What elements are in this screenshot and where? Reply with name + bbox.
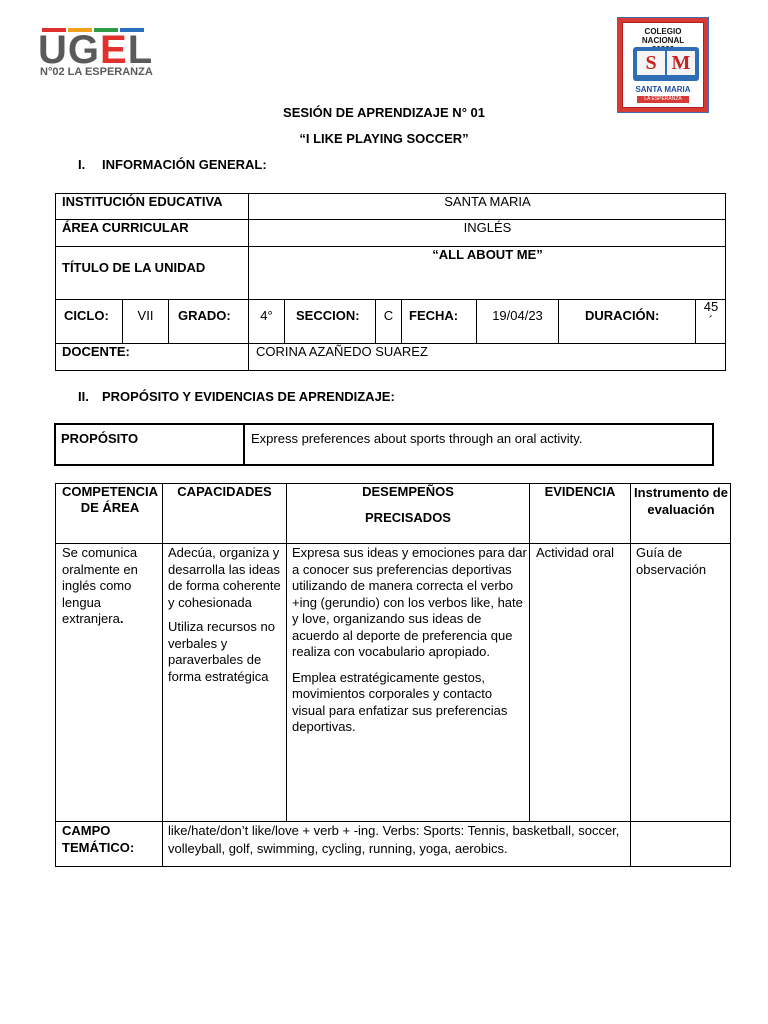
capacidades-value [168, 545, 286, 685]
school-seal [617, 17, 709, 113]
seccion-value: C [383, 308, 394, 323]
docente-value: CORINA AZAÑEDO SUAREZ [256, 344, 428, 359]
campo-tematico-value: like/hate/don’t like/love + verb + -ing. Verbs: Sports: Tennis, basketball, soccer, volleyball, golf, swimming, cycling, running, yoga, aerobics. [168, 823, 620, 856]
ugel-logo [32, 28, 157, 90]
proposito-label: PROPÓSITO [61, 431, 139, 446]
seal-initial-s: S [637, 51, 665, 75]
desempeno-1: Expresa sus ideas y emociones para dar a conocer sus preferencias deportivas utilizando de manera correcta el verbo +ing (gerundio) con los verbos like, hate y love, organizando sus ideas de acuerdo al deporte de preferencia que realiza con vocabulario apropiado. [292, 545, 527, 659]
duracion-value: 45 ´ [703, 300, 719, 328]
area-label: ÁREA CURRICULAR [62, 220, 189, 235]
grado-label: GRADO: [178, 308, 231, 323]
titulo-label: TÍTULO DE LA UNIDAD [62, 260, 206, 275]
section-2-heading [78, 389, 395, 404]
ciclo-label: CICLO: [64, 308, 109, 323]
ugel-logo-subtitle: N°02 LA ESPERANZA [40, 66, 153, 78]
section-1-number: I. [78, 157, 86, 172]
evidencia-value: Actividad oral [536, 545, 615, 560]
section-2-label: PROPÓSITO Y EVIDENCIAS DE APRENDIZAJE: [102, 389, 395, 404]
section-2-number: II. [78, 389, 89, 404]
competencia-value: Se comunica oralmente en inglés como lengua extranjera. [62, 545, 138, 626]
capacidad-2: Utiliza recursos no verbales y paraverbales de forma estratégica [168, 619, 275, 684]
fecha-label: FECHA: [409, 308, 459, 323]
titulo-value: “ALL ABOUT ME” [432, 247, 543, 262]
proposito-value: Express preferences about sports through an oral activity. [251, 431, 583, 446]
section-1-heading [78, 157, 267, 172]
capacidad-1: Adecúa, organiza y desarrolla las ideas de forma coherente y cohesionada [168, 545, 281, 610]
header-capacidades: CAPACIDADES [177, 484, 272, 499]
instrumento-value: Guía de observación [636, 545, 707, 577]
page-title: SESIÓN DE APRENDIZAJE N° 01 [283, 105, 485, 120]
page-subtitle: “I LIKE PLAYING SOCCER” [299, 131, 469, 146]
institucion-label: INSTITUCIÓN EDUCATIVA [62, 194, 223, 209]
desempenos-value [292, 545, 528, 736]
ugel-logo-word: UGEL [38, 28, 154, 72]
seal-top-text: COLEGIO NACIONAL [641, 27, 685, 45]
book-icon [633, 47, 699, 81]
desempeno-2: Emplea estratégicamente gestos, movimientos corporales y contacto visual para enfatizar sus preferencias deportivas. [292, 669, 508, 734]
competencia-end: . [119, 611, 124, 626]
campo-tematico-label: CAMPO TEMÁTICO: [62, 823, 135, 855]
seal-ribbon: LA ESPERANZA [637, 96, 689, 103]
header-precisados: PRECISADOS [365, 510, 451, 525]
docente-label: DOCENTE: [62, 344, 130, 359]
seal-name: SANTA MARIA [635, 85, 691, 94]
header-competencia: COMPETENCIA DE ÁREA [61, 484, 159, 515]
seccion-label: SECCION: [296, 308, 360, 323]
seal-initial-m: M [667, 51, 695, 75]
section-1-label: INFORMACIÓN GENERAL: [102, 157, 267, 172]
duracion-mark: ´ [708, 313, 714, 328]
fecha-value: 19/04/23 [492, 308, 543, 323]
duracion-label: DURACIÓN: [585, 308, 660, 323]
area-value: INGLÉS [463, 220, 512, 235]
header-evidencia: EVIDENCIA [544, 484, 616, 499]
header-instrumento: Instrumento de evaluación [634, 485, 728, 517]
grado-value: 4° [260, 308, 273, 323]
institucion-value: SANTA MARIA [444, 194, 531, 209]
header-desempenos: DESEMPEÑOS [362, 484, 454, 499]
ciclo-value: VII [137, 308, 154, 323]
